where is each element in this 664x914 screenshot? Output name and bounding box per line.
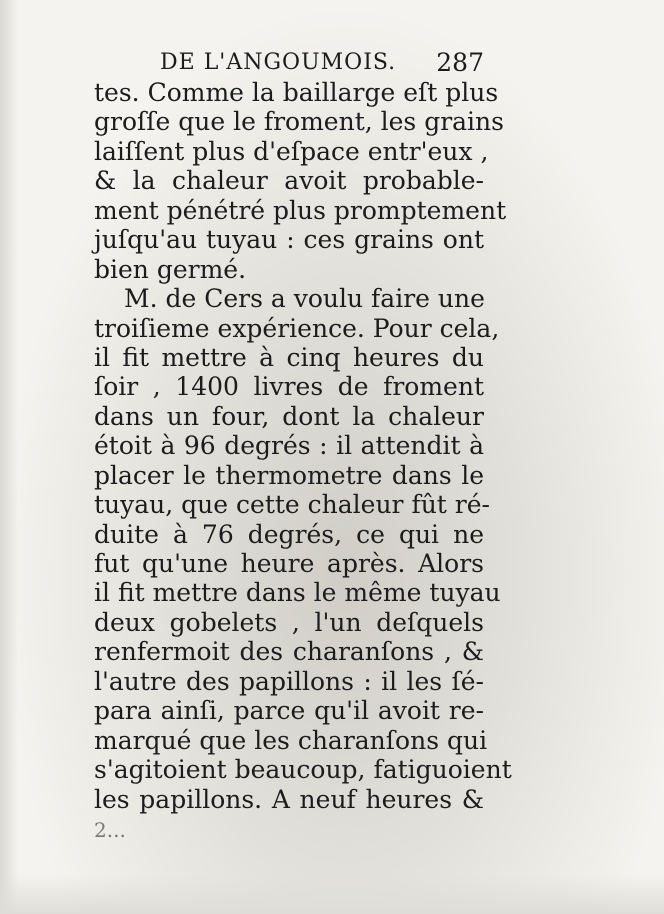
text-line: l'autre des papillons : il les ſé- — [94, 666, 484, 696]
text-line: para ainſi, parce qu'il avoit re- — [94, 696, 484, 726]
page-number: 287 — [436, 48, 484, 77]
text-line: & la chaleur avoit probable- — [94, 166, 484, 196]
text-line: placer le thermometre dans le — [94, 460, 484, 490]
text-line: il fit mettre dans le même tuyau — [94, 578, 501, 608]
body-text — [94, 78, 512, 814]
text-line: dans un four, dont la chaleur — [94, 401, 484, 431]
text-line: renfermoit des charanſons , & — [94, 637, 484, 667]
catchword: 2... — [94, 818, 126, 842]
text-line: troiſieme expérience. Pour cela, — [94, 313, 500, 343]
text-line: fut qu'une heure après. Alors — [94, 549, 484, 578]
text-line: juſqu'au tuyau : ces grains ont — [94, 225, 484, 255]
text-line: les papillons. A neuf heures & — [94, 784, 484, 814]
text-line: marqué que les charanſons qui — [94, 725, 488, 755]
page-bottom-shadow — [0, 874, 664, 914]
text-line: tuyau, que cette chaleur fût ré- — [94, 490, 490, 520]
text-line: s'agitoient beaucoup, fatiguoient — [94, 755, 512, 785]
text-line: tes. Comme la baillarge eſt plus — [94, 78, 499, 107]
text-line: laiſſent plus d'eſpace entr'eux , — [94, 136, 489, 166]
text-line: bien germé. — [94, 254, 247, 284]
text-line: duite à 76 degrés, ce qui ne — [94, 519, 484, 549]
text-line: deux gobelets , l'un deſquels — [94, 607, 484, 637]
page-edge-shadow — [0, 0, 18, 914]
text-line: ment pénétré plus promptement — [94, 195, 507, 225]
text-line: ſoir , 1400 livres de froment — [94, 372, 484, 402]
text-line: M. de Cers a voulu faire une — [124, 284, 485, 314]
running-head: DE L'ANGOUMOIS. — [160, 50, 397, 75]
text-line: il fit mettre à cinq heures du — [94, 342, 484, 372]
text-line: groſſe que le froment, les grains — [94, 107, 504, 137]
text-line: étoit à 96 degrés : il attendit à — [94, 431, 484, 461]
